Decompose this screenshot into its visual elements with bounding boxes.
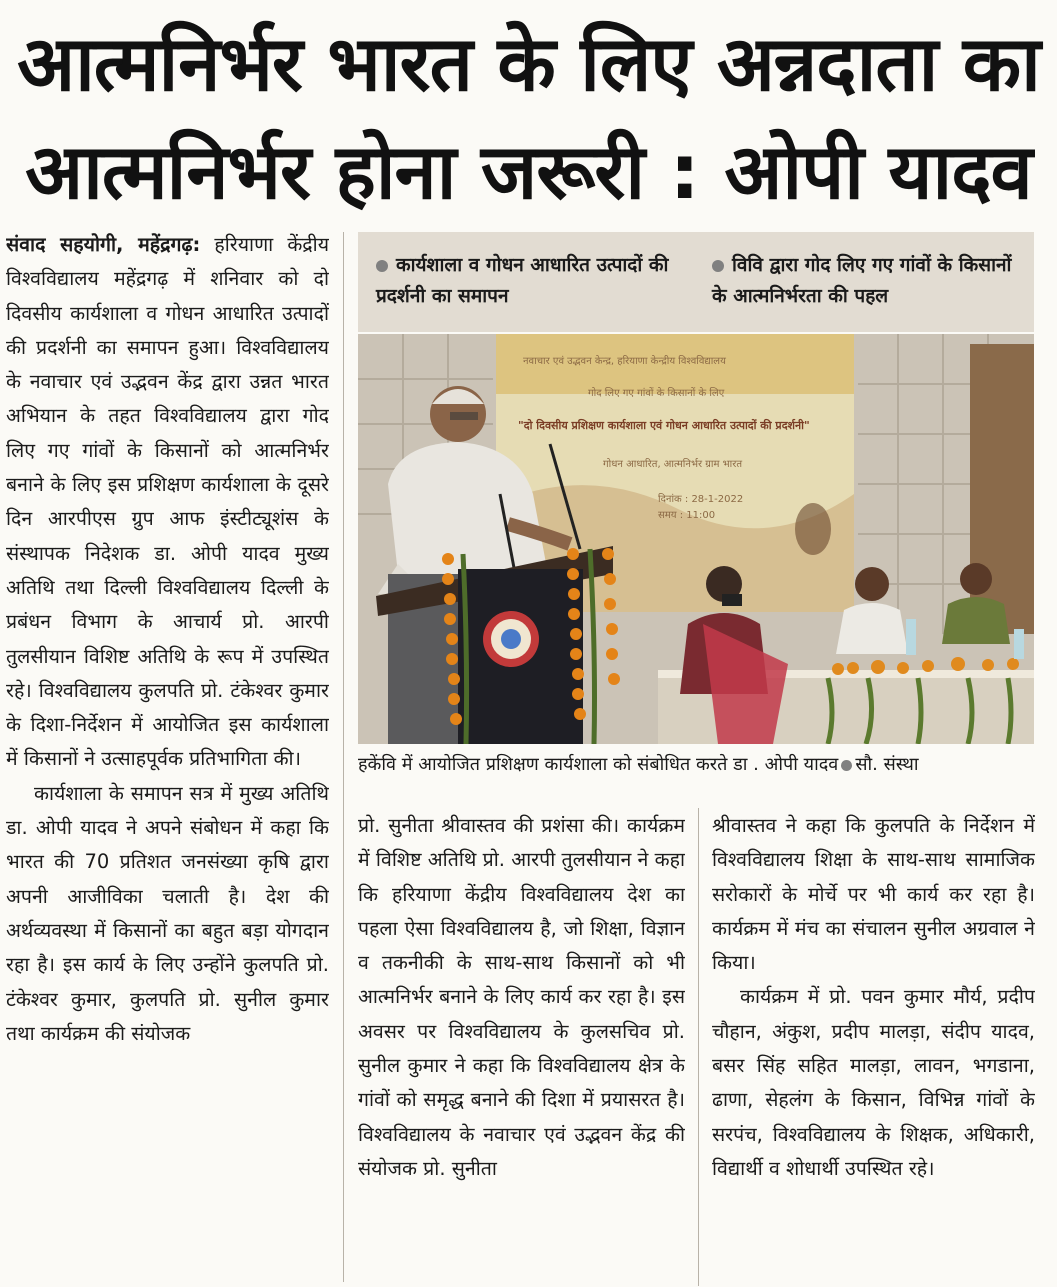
dateline: संवाद सहयोगी, महेंद्रगढ़:	[6, 233, 201, 256]
event-photo	[358, 334, 1034, 744]
photo-illustration	[358, 334, 1034, 744]
highlights-bar	[358, 232, 1034, 332]
banner-line: गोद लिए गए गांवों के किसानों के लिए	[588, 388, 725, 399]
caption-text: हकेंवि में आयोजित प्रशिक्षण कार्यशाला को संबोधित करते डा . ओपी यादव	[358, 754, 839, 775]
column-divider	[698, 808, 699, 1286]
photo-caption	[358, 752, 1048, 778]
bullet-icon	[712, 260, 724, 272]
bullet-icon	[841, 760, 852, 771]
bullet-icon	[376, 260, 388, 272]
photo-credit: सौ. संस्था	[855, 754, 919, 775]
headline-line-2: आत्मनिर्भर होना जरूरी : ओपी यादव	[25, 127, 1032, 216]
highlight-text: कार्यशाला व गोधन आधारित उत्पादों की प्रदर्शनी का समापन	[376, 254, 669, 307]
article-paragraph: कार्यक्रम में प्रो. पवन कुमार मौर्य, प्रदीप चौहान, अंकुश, प्रदीप मालड़ा, संदीप यादव, बसर सिंह सहित मालड़ा, लावन, भगडाना, ढाणा, सेहलंग के किसान, विभिन्न गांवों के सरपंच, विश्वविद्यालय के शिक्षक, अधिकारी, विद्यार्थी व शोधार्थी उपस्थित रहे।	[712, 985, 1035, 1180]
paragraph-text: हरियाणा केंद्रीय विश्वविद्यालय महेंद्रगढ़ में शनिवार को दो दिवसीय कार्यशाला व गोधन आधारित उत्पादों की प्रदर्शनी का समापन हुआ। विश्वविद्यालय के नवाचार एवं उद्भवन केंद्र द्वारा उन्नत भारत अभियान के तहत विश्वविद्यालय द्वारा गोद लिए गए गांवों के किसानों को आत्मनिर्भर बनाने के लिए इस प्रशिक्षण कार्यशाला के दूसरे दिन आरपीएस ग्रुप आफ इंस्टीट्यूशंस के संस्थापक निदेशक डा. ओपी यादव मुख्य अतिथि तथा दिल्ली विश्वविद्यालय दिल्ली के प्रबंधन विभाग के आचार्य प्रो. आरपी तुलसीयान विशिष्ट अतिथि के रूप में उपस्थित रहे। विश्वविद्यालय कुलपति प्रो. टंकेश्वर कुमार के दिशा-निर्देशन में आयोजित इस कार्यशाला में किसानों ने उत्साहपूर्वक प्रतिभागिता की।	[6, 233, 329, 771]
banner-line: गोधन आधारित, आत्मनिर्भर ग्राम भारत	[603, 459, 743, 470]
article-column-3	[712, 809, 1035, 1286]
highlight-item	[712, 250, 1022, 312]
banner-line: दिनांक : 28-1-2022	[658, 494, 744, 505]
headline-line-1: आत्मनिर्भर भारत के लिए अन्नदाता का	[17, 19, 1040, 108]
highlight-text: विवि द्वारा गोद लिए गए गांवों के किसानों के आत्मनिर्भरता की पहल	[712, 254, 1012, 307]
banner-line: समय : 11:00	[658, 510, 716, 521]
article-paragraph: कार्यशाला के समापन सत्र में मुख्य अतिथि डा. ओपी यादव ने अपने संबोधन में कहा कि भारत की 70 प्रतिशत जनसंख्या कृषि द्वारा अपनी आजीविका चलाती है। देश की अर्थव्यवस्था में किसानों का बहुत बड़ा योगदान रहा है। इस कार्य के लिए उन्होंने कुलपति प्रो. टंकेश्वर कुमार, कुलपति प्रो. सुनील कुमार तथा कार्यक्रम की संयोजक	[6, 781, 329, 1045]
article-paragraph: श्रीवास्तव ने कहा कि कुलपति के निर्देशन में विश्वविद्यालय शिक्षा के साथ-साथ सामाजिक सरोकारों के मोर्चे पर भी कार्य कर रहा है। कार्यक्रम में मंच का संचालन सुनील अग्रवाल ने किया।	[712, 814, 1035, 975]
article-column-2	[358, 809, 685, 1286]
article-paragraph	[6, 228, 329, 777]
banner-line: "दो दिवसीय प्रशिक्षण कार्यशाला एवं गोधन आधारित उत्पादों की प्रदर्शनी"	[518, 419, 810, 432]
article-column-1	[6, 228, 329, 1286]
column-divider	[343, 232, 344, 1282]
highlight-item	[376, 250, 676, 312]
article-paragraph: प्रो. सुनीता श्रीवास्तव की प्रशंसा की। कार्यक्रम में विशिष्ट अतिथि प्रो. आरपी तुलसीयान ने कहा कि हरियाणा केंद्रीय विश्वविद्यालय देश का पहला ऐसा विश्वविद्यालय है, जो शिक्षा, विज्ञान व तकनीकी के साथ-साथ किसानों को भी आत्मनिर्भर बनाने के लिए कार्य कर रहा है। इस अवसर पर विश्वविद्यालय के कुलसचिव प्रो. सुनील कुमार ने कहा कि विश्वविद्यालय क्षेत्र के गांवों को समृद्ध बनाने की दिशा में प्रयासरत है। विश्वविद्यालय के नवाचार एवं उद्भवन केंद्र की संयोजक प्रो. सुनीता	[358, 814, 685, 1180]
banner-line: नवाचार एवं उद्भवन केन्द्र, हरियाणा केन्द्रीय विश्वविद्यालय	[523, 356, 726, 367]
